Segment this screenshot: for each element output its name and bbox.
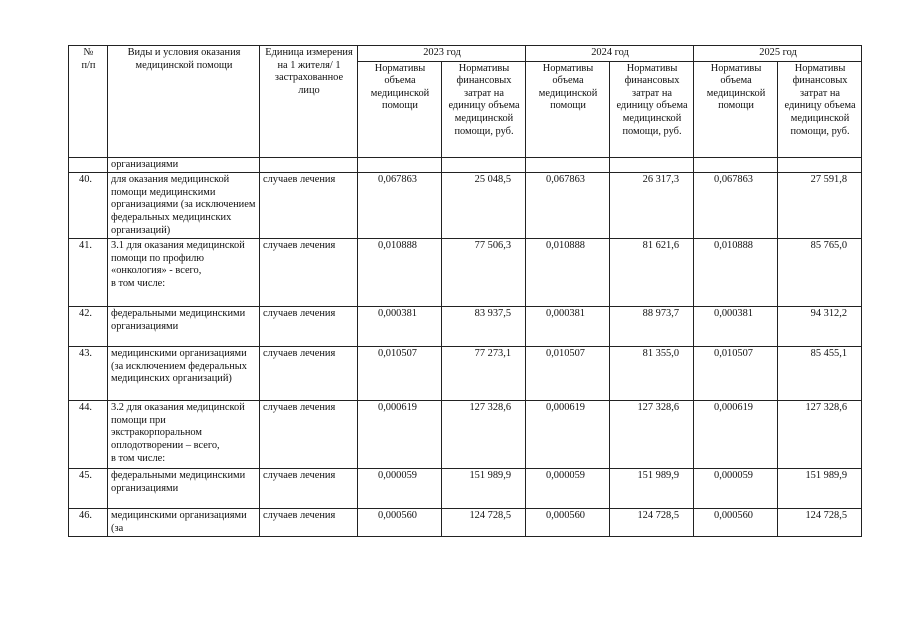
row-unit: случаев лечения: [260, 239, 358, 307]
table-row: [69, 401, 862, 469]
finance-norm-2023: 77 273,1: [442, 347, 526, 401]
row-unit: случаев лечения: [260, 509, 358, 537]
continuation-cell: [358, 157, 442, 173]
volume-norm-2023: 0,000059: [358, 469, 442, 509]
volume-norm-2024: 0,000059: [526, 469, 610, 509]
header-volume-norm-2024: Нормативы объема медицинской помощи: [526, 61, 610, 157]
finance-norm-2025: 124 728,5: [778, 509, 862, 537]
continuation-cell: [610, 157, 694, 173]
finance-norm-2024: 81 355,0: [610, 347, 694, 401]
finance-norm-2023: 83 937,5: [442, 307, 526, 347]
volume-norm-2023: 0,010507: [358, 347, 442, 401]
header-finance-norm-2025: Нормативы финансовых затрат на единицу объема медицинской помощи, руб.: [778, 61, 862, 157]
continuation-cell: [442, 157, 526, 173]
continuation-unit: [260, 157, 358, 173]
table-row: [69, 307, 862, 347]
continuation-text: организациями: [108, 157, 260, 173]
volume-norm-2023: 0,000381: [358, 307, 442, 347]
table-row: [69, 469, 862, 509]
finance-norm-2024: 124 728,5: [610, 509, 694, 537]
finance-norm-2024: 26 317,3: [610, 173, 694, 239]
finance-norm-2023: 77 506,3: [442, 239, 526, 307]
row-kind: для оказания медицинской помощи медицинскими организациями (за исключением федеральных медицинских организаций): [108, 173, 260, 239]
finance-norm-2024: 88 973,7: [610, 307, 694, 347]
volume-norm-2025: 0,000560: [694, 509, 778, 537]
row-kind: медицинскими организациями (за исключением федеральных медицинских организаций): [108, 347, 260, 401]
volume-norm-2025: 0,067863: [694, 173, 778, 239]
volume-norm-2025: 0,000059: [694, 469, 778, 509]
finance-norm-2025: 27 591,8: [778, 173, 862, 239]
row-number: 45.: [69, 469, 108, 509]
volume-norm-2025: 0,000619: [694, 401, 778, 469]
finance-norm-2023: 127 328,6: [442, 401, 526, 469]
continuation-cell: [778, 157, 862, 173]
table-row: [69, 173, 862, 239]
header-finance-norm-2023: Нормативы финансовых затрат на единицу объема медицинской помощи, руб.: [442, 61, 526, 157]
volume-norm-2025: 0,010888: [694, 239, 778, 307]
row-number: 40.: [69, 173, 108, 239]
header-kinds: Виды и условия оказания медицинской помощи: [108, 46, 260, 158]
volume-norm-2023: 0,000560: [358, 509, 442, 537]
row-kind: федеральными медицинскими организациями: [108, 307, 260, 347]
continuation-cell: [694, 157, 778, 173]
table-row: [69, 347, 862, 401]
row-number: 43.: [69, 347, 108, 401]
finance-norm-2024: 127 328,6: [610, 401, 694, 469]
finance-norm-2025: 127 328,6: [778, 401, 862, 469]
row-unit: случаев лечения: [260, 469, 358, 509]
volume-norm-2025: 0,000381: [694, 307, 778, 347]
volume-norm-2024: 0,000381: [526, 307, 610, 347]
finance-norm-2025: 94 312,2: [778, 307, 862, 347]
volume-norm-2024: 0,067863: [526, 173, 610, 239]
continuation-number: [69, 157, 108, 173]
row-unit: случаев лечения: [260, 401, 358, 469]
header-year-2025: 2025 год: [694, 46, 862, 62]
finance-norm-2025: 85 455,1: [778, 347, 862, 401]
row-number: 46.: [69, 509, 108, 537]
header-volume-norm-2023: Нормативы объема медицинской помощи: [358, 61, 442, 157]
row-kind: 3.2 для оказания медицинской помощи при экстракорпоральном оплодотворении – всего, в том числе:: [108, 401, 260, 469]
norms-table: [68, 45, 862, 537]
row-unit: случаев лечения: [260, 307, 358, 347]
row-unit: случаев лечения: [260, 173, 358, 239]
row-unit: случаев лечения: [260, 347, 358, 401]
volume-norm-2024: 0,000619: [526, 401, 610, 469]
continuation-cell: [526, 157, 610, 173]
volume-norm-2025: 0,010507: [694, 347, 778, 401]
table-row: [69, 239, 862, 307]
header-finance-norm-2024: Нормативы финансовых затрат на единицу объема медицинской помощи, руб.: [610, 61, 694, 157]
volume-norm-2024: 0,010507: [526, 347, 610, 401]
row-number: 42.: [69, 307, 108, 347]
header-number: № п/п: [69, 46, 108, 158]
volume-norm-2023: 0,000619: [358, 401, 442, 469]
volume-norm-2024: 0,000560: [526, 509, 610, 537]
header-unit: Единица измерения на 1 жителя/ 1 застрахованное лицо: [260, 46, 358, 158]
volume-norm-2023: 0,010888: [358, 239, 442, 307]
header-row-years: [69, 46, 862, 62]
volume-norm-2023: 0,067863: [358, 173, 442, 239]
row-kind: федеральными медицинскими организациями: [108, 469, 260, 509]
finance-norm-2025: 85 765,0: [778, 239, 862, 307]
header-volume-norm-2025: Нормативы объема медицинской помощи: [694, 61, 778, 157]
finance-norm-2024: 81 621,6: [610, 239, 694, 307]
header-year-2023: 2023 год: [358, 46, 526, 62]
row-number: 44.: [69, 401, 108, 469]
row-number: 41.: [69, 239, 108, 307]
continuation-row: [69, 157, 862, 173]
finance-norm-2024: 151 989,9: [610, 469, 694, 509]
row-kind: 3.1 для оказания медицинской помощи по профилю «онкология» - всего, в том числе:: [108, 239, 260, 307]
finance-norm-2023: 25 048,5: [442, 173, 526, 239]
row-kind: медицинскими организациями (за: [108, 509, 260, 537]
finance-norm-2025: 151 989,9: [778, 469, 862, 509]
finance-norm-2023: 151 989,9: [442, 469, 526, 509]
header-year-2024: 2024 год: [526, 46, 694, 62]
volume-norm-2024: 0,010888: [526, 239, 610, 307]
table-row: [69, 509, 862, 537]
finance-norm-2023: 124 728,5: [442, 509, 526, 537]
